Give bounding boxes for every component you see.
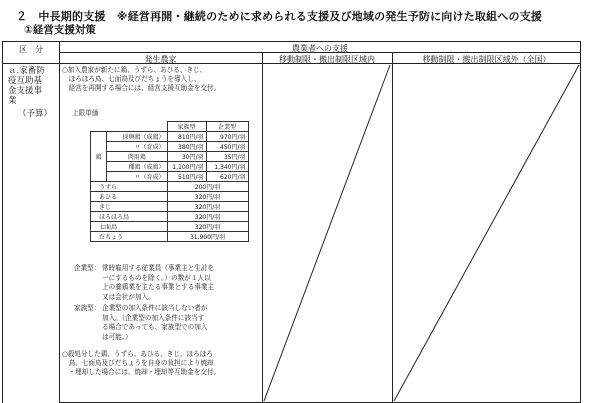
table-row	[91, 122, 249, 132]
definition-term: 企業型：	[74, 264, 101, 272]
definition-line: 又は会社が加入。	[102, 292, 155, 301]
table-row	[91, 172, 249, 182]
kubun-divider	[2, 63, 60, 64]
corporate-price: 35円/羽	[206, 152, 248, 162]
type-definitions	[74, 264, 252, 342]
unit-price-label: 上限単価	[72, 109, 99, 117]
table-row	[91, 212, 249, 222]
row-name: きじ	[91, 202, 168, 212]
corporate-price: 970円/羽	[206, 132, 248, 142]
table-row	[91, 142, 249, 152]
corporate-price: 620円/羽	[206, 172, 248, 182]
row-name: 採卵鶏（成鶏）	[107, 132, 168, 142]
paragraph-restart-support	[62, 66, 220, 94]
row-name: 〃（育成）	[107, 172, 168, 182]
family-price: 510円/羽	[167, 172, 206, 182]
corporate-price: 450円/羽	[206, 142, 248, 152]
section-subtitle: ①経営支援対策	[24, 24, 96, 36]
project-name-line: 業	[8, 96, 17, 106]
col-farm-header: 発生農家	[144, 55, 177, 64]
row-name: うずら	[91, 182, 168, 192]
table-row	[91, 182, 249, 192]
definition-line: 一にするものを除く。）の数が１人以	[102, 273, 211, 282]
definition-term: 家族型：	[74, 304, 101, 312]
paragraph-line: 鳥、七面鳥及びだちょうを自身の負担により焼却	[62, 359, 214, 368]
row-price: 320円/羽	[167, 192, 248, 202]
budget-label: （予算）	[18, 109, 53, 119]
col-corporate-header: 企業型	[206, 122, 248, 132]
definition-line: 上の養鶏業を主たる事業とする事業主	[102, 283, 215, 291]
row-name: 七面鳥	[91, 222, 168, 232]
col-family-header: 家族型	[167, 122, 206, 132]
row-name: 〃（育成）	[107, 142, 168, 152]
table-row	[91, 162, 249, 172]
farmer-support-header: 農業者への支援	[292, 44, 348, 53]
definition-line: 企業型の加入条件に該当しない者が	[102, 304, 208, 312]
project-name-line: 金支援事	[8, 86, 43, 96]
chicken-label: 鶏	[91, 132, 107, 182]
col-divider-2	[392, 52, 393, 403]
paragraph-line: ほろほろ鳥、七面鳥及びだちょうを導入し、	[62, 75, 201, 84]
table-border-left	[2, 41, 3, 403]
definition-family	[74, 304, 252, 342]
family-price: 1,100円/羽	[167, 162, 206, 172]
family-price: 380円/羽	[167, 142, 206, 152]
definition-corporate	[74, 264, 252, 302]
col-outside-header: 移動制限・搬出制限区域外（全国）	[422, 55, 551, 64]
table-row	[91, 232, 249, 242]
project-name-line: 疫互助基	[8, 76, 43, 86]
table-row	[91, 132, 249, 142]
project-name-line: ａ.家畜防	[8, 66, 45, 76]
row-price: 31,900円/羽	[167, 232, 248, 242]
definition-line: は可能。）	[102, 332, 132, 341]
col-divider-1	[262, 52, 263, 403]
kubun-header: 区 分	[19, 45, 43, 54]
family-price: 810円/羽	[167, 132, 206, 142]
corporate-price: 1,340円/羽	[206, 162, 248, 172]
table-row	[91, 202, 249, 212]
definition-line: る場合であっても、家族型での加入	[102, 323, 208, 331]
paragraph-line: ○殺処分した鶏、うずら、あひる、きじ、ほろほろ	[62, 350, 213, 358]
paragraph-line: ・埋却した場合には、焼却・埋却等互助金を交付。	[62, 368, 221, 377]
row-name: 種鶏（成鶏）	[107, 162, 168, 172]
definition-line: 加入。（企業型の加入条件に該当す	[102, 313, 205, 322]
project-name	[8, 66, 60, 119]
col-within-header: 移動制限・搬出制限区域内	[279, 55, 375, 64]
paragraph-line: ○加入農家が新たに鶏、うずら、あひる、きじ、	[62, 66, 207, 74]
table-row	[91, 192, 249, 202]
row-price: 320円/羽	[167, 222, 248, 232]
row-name: だちょう	[91, 232, 168, 242]
row-name: ほろほろ鳥	[91, 212, 168, 222]
table-row	[91, 222, 249, 232]
unit-price-table	[90, 121, 249, 242]
definition-line: 常時雇用する従業員（事業主と生計を	[102, 264, 215, 272]
row-price: 200円/羽	[167, 182, 248, 192]
family-price: 30円/羽	[167, 152, 206, 162]
row-name: 肉用鶏	[107, 152, 168, 162]
row-name: あひる	[91, 192, 168, 202]
section-title: ２ 中長期的支援 ※経営再開・継続のために求められる支援及び地域の発生予防に向けた取組への支援	[16, 10, 543, 23]
paragraph-disposal-support	[62, 350, 220, 378]
table-row	[91, 152, 249, 162]
paragraph-line: 経営を再開する場合には、経営支援互助金を交付。	[62, 84, 221, 93]
table-border-top-left	[2, 41, 60, 42]
row-price: 320円/羽	[167, 212, 248, 222]
row-price: 320円/羽	[167, 202, 248, 212]
